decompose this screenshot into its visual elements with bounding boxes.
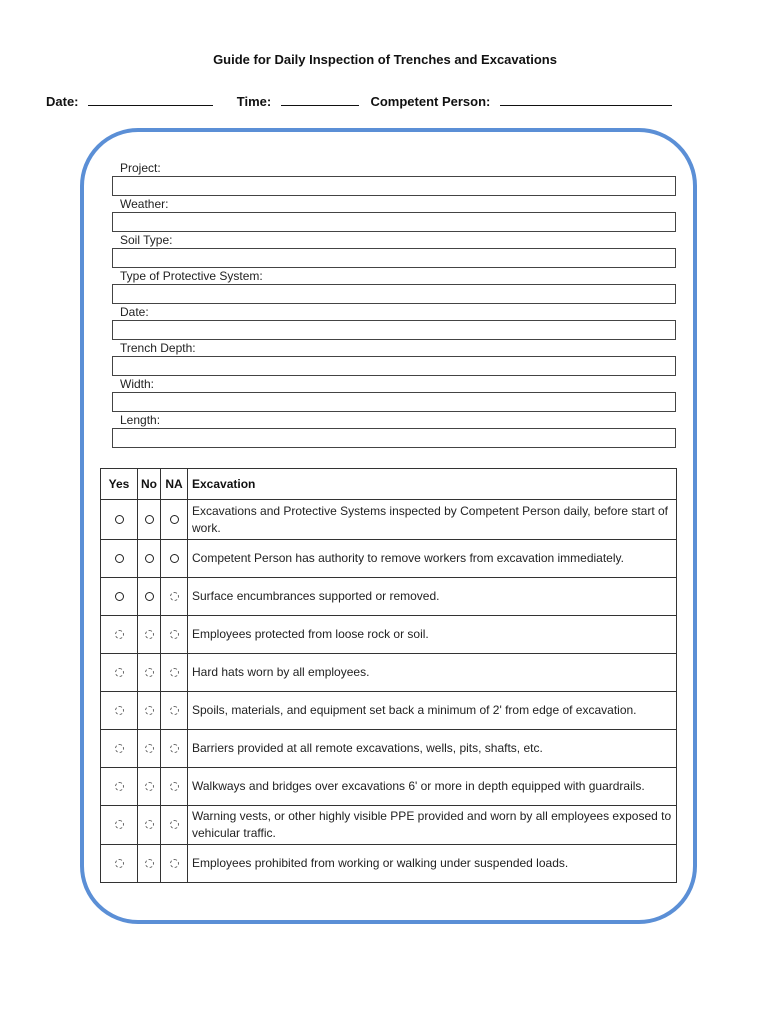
field-block <box>112 412 676 448</box>
na-cell <box>161 845 188 883</box>
field-block <box>112 340 676 376</box>
field-input[interactable] <box>112 284 676 304</box>
field-block <box>112 376 676 412</box>
no-radio[interactable] <box>145 820 154 829</box>
checklist-item-text: Employees protected from loose rock or soil. <box>188 616 677 654</box>
field-input[interactable] <box>112 212 676 232</box>
na-cell <box>161 806 188 845</box>
field-input[interactable] <box>112 248 676 268</box>
checklist-item-text: Hard hats worn by all employees. <box>188 654 677 692</box>
no-cell <box>138 578 161 616</box>
yes-radio[interactable] <box>115 554 124 563</box>
na-cell <box>161 654 188 692</box>
field-input[interactable] <box>112 356 676 376</box>
excavation-checklist <box>100 468 677 883</box>
time-blank[interactable] <box>281 93 359 106</box>
no-cell <box>138 845 161 883</box>
project-fields <box>112 160 676 448</box>
checklist-row <box>101 806 677 845</box>
na-radio[interactable] <box>170 668 179 677</box>
no-cell <box>138 806 161 845</box>
field-input[interactable] <box>112 176 676 196</box>
no-cell <box>138 540 161 578</box>
yes-cell <box>101 806 138 845</box>
field-input[interactable] <box>112 392 676 412</box>
checklist-row <box>101 578 677 616</box>
yes-radio[interactable] <box>115 744 124 753</box>
na-cell <box>161 578 188 616</box>
no-radio[interactable] <box>145 859 154 868</box>
checklist-item-text: Excavations and Protective Systems inspected by Competent Person daily, before start of work. <box>188 500 677 540</box>
checklist-row <box>101 616 677 654</box>
no-radio[interactable] <box>145 668 154 677</box>
checklist-item-text: Barriers provided at all remote excavations, wells, pits, shafts, etc. <box>188 730 677 768</box>
yes-radio[interactable] <box>115 668 124 677</box>
na-column-header: NA <box>161 469 188 500</box>
field-block <box>112 160 676 196</box>
competent-person-blank[interactable] <box>500 93 672 106</box>
field-block <box>112 268 676 304</box>
yes-cell <box>101 768 138 806</box>
na-radio[interactable] <box>170 706 179 715</box>
yes-radio[interactable] <box>115 820 124 829</box>
na-radio[interactable] <box>170 515 179 524</box>
na-radio[interactable] <box>170 554 179 563</box>
checklist-item-text: Surface encumbrances supported or removed. <box>188 578 677 616</box>
field-label: Weather: <box>120 197 169 211</box>
checklist-row <box>101 654 677 692</box>
na-cell <box>161 616 188 654</box>
time-label: Time: <box>236 94 272 109</box>
no-cell <box>138 768 161 806</box>
yes-cell <box>101 616 138 654</box>
checklist-row <box>101 500 677 540</box>
yes-cell <box>101 845 138 883</box>
yes-cell <box>101 654 138 692</box>
no-cell <box>138 616 161 654</box>
yes-radio[interactable] <box>115 630 124 639</box>
no-cell <box>138 500 161 540</box>
field-input[interactable] <box>112 320 676 340</box>
na-cell <box>161 730 188 768</box>
field-label: Trench Depth: <box>120 341 196 355</box>
date-label: Date: <box>46 94 79 109</box>
field-label: Soil Type: <box>120 233 173 247</box>
checklist-item-text: Competent Person has authority to remove workers from excavation immediately. <box>188 540 677 578</box>
na-radio[interactable] <box>170 782 179 791</box>
excavation-column-header: Excavation <box>188 469 677 500</box>
checklist-row <box>101 730 677 768</box>
header-line <box>46 93 678 109</box>
yes-cell <box>101 540 138 578</box>
field-label: Width: <box>120 377 155 391</box>
na-cell <box>161 692 188 730</box>
checklist-row <box>101 845 677 883</box>
na-radio[interactable] <box>170 859 179 868</box>
na-radio[interactable] <box>170 630 179 639</box>
checklist-row <box>101 768 677 806</box>
na-cell <box>161 500 188 540</box>
no-radio[interactable] <box>145 744 154 753</box>
na-radio[interactable] <box>170 744 179 753</box>
field-label: Date: <box>120 305 149 319</box>
yes-radio[interactable] <box>115 515 124 524</box>
no-radio[interactable] <box>145 782 154 791</box>
no-radio[interactable] <box>145 592 154 601</box>
checklist-row <box>101 540 677 578</box>
competent-person-label: Competent Person: <box>370 94 491 109</box>
checklist-item-text: Walkways and bridges over excavations 6' or more in depth equipped with guardrails. <box>188 768 677 806</box>
field-label: Length: <box>120 413 161 427</box>
yes-cell <box>101 730 138 768</box>
yes-cell <box>101 578 138 616</box>
checklist-item-text: Warning vests, or other highly visible PPE provided and worn by all employees exposed to vehicular traffic. <box>188 806 677 845</box>
checklist-item-text: Employees prohibited from working or walking under suspended loads. <box>188 845 677 883</box>
na-cell <box>161 768 188 806</box>
checklist-row <box>101 692 677 730</box>
no-cell <box>138 692 161 730</box>
yes-radio[interactable] <box>115 706 124 715</box>
field-block <box>112 196 676 232</box>
no-column-header: No <box>138 469 161 500</box>
field-label: Project: <box>120 161 161 175</box>
yes-radio[interactable] <box>115 859 124 868</box>
na-radio[interactable] <box>170 592 179 601</box>
no-radio[interactable] <box>145 515 154 524</box>
na-radio[interactable] <box>170 820 179 829</box>
yes-cell <box>101 692 138 730</box>
date-blank[interactable] <box>88 93 213 106</box>
yes-cell <box>101 500 138 540</box>
no-radio[interactable] <box>145 630 154 639</box>
yes-radio[interactable] <box>115 782 124 791</box>
field-block <box>112 304 676 340</box>
checklist-item-text: Spoils, materials, and equipment set back a minimum of 2' from edge of excavation. <box>188 692 677 730</box>
page-title: Guide for Daily Inspection of Trenches and Excavations <box>213 52 557 67</box>
na-cell <box>161 540 188 578</box>
no-cell <box>138 730 161 768</box>
no-radio[interactable] <box>145 706 154 715</box>
checklist-header-row <box>101 469 677 500</box>
field-block <box>112 232 676 268</box>
no-radio[interactable] <box>145 554 154 563</box>
no-cell <box>138 654 161 692</box>
field-label: Type of Protective System: <box>120 269 263 283</box>
yes-column-header: Yes <box>101 469 138 500</box>
field-input[interactable] <box>112 428 676 448</box>
yes-radio[interactable] <box>115 592 124 601</box>
